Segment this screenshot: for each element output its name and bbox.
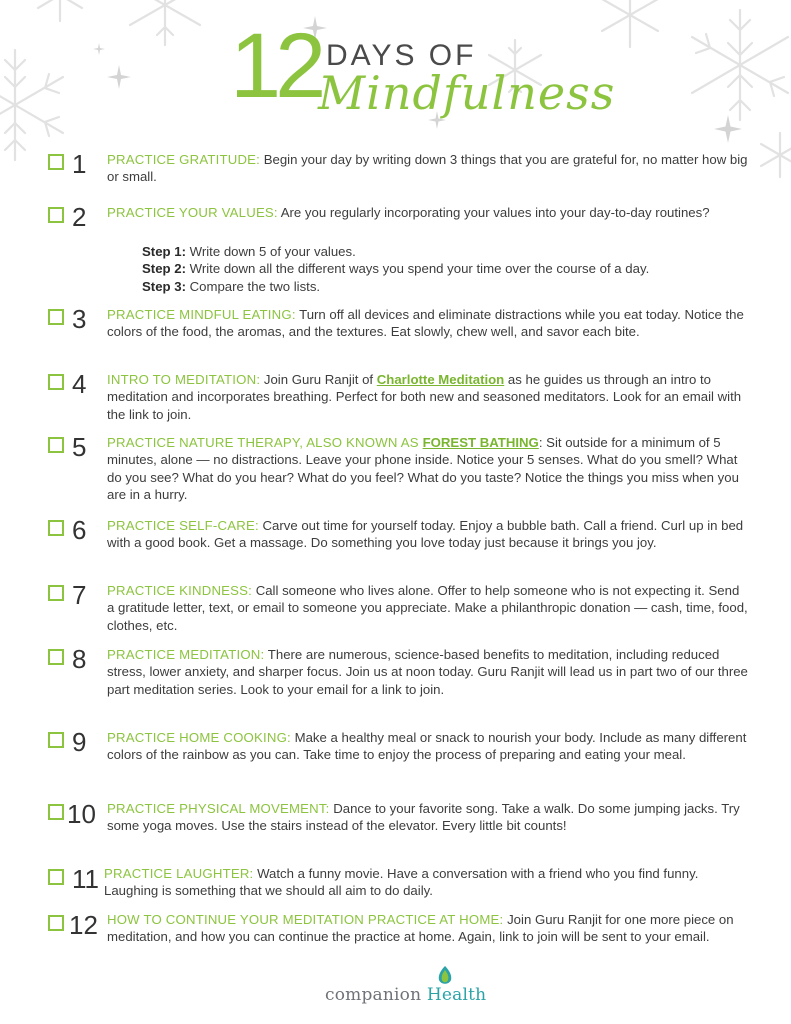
day-heading: PRACTICE LAUGHTER: xyxy=(104,866,254,881)
day-text xyxy=(107,151,748,186)
day-number: 10 xyxy=(67,799,96,829)
day-body: Carve out time for yourself today. Enjoy a bubble bath. Call a friend. Curl up in bed with a good book. Get a massage. Do something you love today just because it brings you joy. xyxy=(107,518,744,551)
day-number: 2 xyxy=(72,202,87,232)
day-text xyxy=(107,582,748,634)
day-heading: PRACTICE PHYSICAL MOVEMENT: xyxy=(107,801,330,816)
logo-word-companion: companion xyxy=(325,985,422,1005)
day-body: Join Guru Ranjit for one more piece on meditation, and how you can continue the practice at home. Again, link to join will be sent to your email. xyxy=(107,912,734,945)
day-body: Make a healthy meal or snack to nourish your body. Include as many different colors of the rainbow as you can. Take time to enjoy the process of preparing and eating your meal. xyxy=(107,730,747,763)
sparkle-icon xyxy=(106,64,132,90)
day-number: 12 xyxy=(69,910,98,940)
day-body: Begin your day by writing down 3 things that you are grateful for, no matter how big or small. xyxy=(107,152,748,185)
day-body: Are you regularly incorporating your values into your day-to-day routines? xyxy=(277,205,710,220)
day-text xyxy=(104,865,745,900)
day-body: Call someone who lives alone. Offer to help someone who is not expecting it. Send a gratitude letter, text, or email to someone you appreciate. Make a philanthropic donation — cash, time, food, clothes, etc. xyxy=(107,583,748,633)
day-body: There are numerous, science-based benefits to meditation, including reduced stress, lower anxiety, and sharper focus. Join us at noon today. Guru Ranjit will lead us in part two of our three part meditation series. Look to your email for a link to join. xyxy=(107,647,748,697)
day-heading: HOW TO CONTINUE YOUR MEDITATION PRACTICE AT HOME: xyxy=(107,912,504,927)
day-heading: INTRO TO MEDITATION: xyxy=(107,372,261,387)
day-number: 8 xyxy=(72,644,87,674)
snowflake-icon xyxy=(755,130,791,180)
day-heading: PRACTICE KINDNESS: xyxy=(107,583,253,598)
day-number: 1 xyxy=(72,149,87,179)
day-checkbox[interactable] xyxy=(48,207,64,223)
leaf-drop-icon xyxy=(432,965,458,987)
values-steps xyxy=(142,243,649,295)
title-number: 12 xyxy=(230,15,321,117)
day-text xyxy=(107,371,748,423)
day-text xyxy=(107,646,748,698)
day-number: 11 xyxy=(72,864,99,894)
day-body: Turn off all devices and eliminate distractions while you eat today. Notice the colors of the food, the aromas, and the textures. Eat slowly, chew well, and savor each bite. xyxy=(107,307,744,340)
day-heading: PRACTICE MEDITATION: xyxy=(107,647,265,662)
day-checkbox[interactable] xyxy=(48,649,64,665)
day-body: Watch a funny movie. Have a conversation with a friend who you find funny. Laughing is something that we should all aim to do daily. xyxy=(104,866,699,899)
title-days-of: DAYS OF xyxy=(326,39,477,72)
day-checkbox[interactable] xyxy=(48,520,64,536)
day-checkbox[interactable] xyxy=(48,585,64,601)
title-script: Mindfulness xyxy=(318,66,616,120)
day-heading: PRACTICE SELF-CARE: xyxy=(107,518,259,533)
day-number: 3 xyxy=(72,304,87,334)
logo-word-health: Health xyxy=(426,985,487,1005)
companion-health-logo xyxy=(325,985,486,1005)
charlotte-meditation-link[interactable]: Charlotte Meditation xyxy=(376,372,505,387)
step-line: Step 2: Write down all the different ways you spend your time over the course of a day. xyxy=(142,261,650,277)
day-number: 4 xyxy=(72,369,87,399)
day-text xyxy=(107,517,748,552)
day-text xyxy=(107,306,748,341)
day-heading: PRACTICE MINDFUL EATING: xyxy=(107,307,296,322)
snowflake-icon xyxy=(590,0,670,50)
snowflake-icon xyxy=(30,0,90,25)
day-checkbox[interactable] xyxy=(48,437,64,453)
sparkle-icon xyxy=(92,42,106,56)
sparkle-icon xyxy=(713,114,743,144)
step-line: Step 1: Write down 5 of your values. xyxy=(142,244,356,259)
day-checkbox[interactable] xyxy=(48,154,64,170)
day-text xyxy=(107,911,748,946)
day-checkbox[interactable] xyxy=(48,309,64,325)
day-checkbox[interactable] xyxy=(48,869,64,885)
forest-bathing-link[interactable]: FOREST BATHING xyxy=(422,435,539,450)
day-heading: PRACTICE NATURE THERAPY, ALSO KNOWN AS xyxy=(107,435,423,450)
day-checkbox[interactable] xyxy=(48,804,64,820)
day-body: Dance to your favorite song. Take a walk. Do some jumping jacks. Try some yoga moves. Use the stairs instead of the elevator. Every little bit counts! xyxy=(107,801,740,834)
day-text xyxy=(107,729,748,764)
day-checkbox[interactable] xyxy=(48,374,64,390)
day-number: 6 xyxy=(72,515,87,545)
day-body-pre: Join Guru Ranjit of xyxy=(260,372,377,387)
day-heading: PRACTICE YOUR VALUES: xyxy=(107,205,278,220)
day-heading: PRACTICE HOME COOKING: xyxy=(107,730,291,745)
day-checkbox[interactable] xyxy=(48,915,64,931)
step-line: Step 3: Compare the two lists. xyxy=(142,278,321,294)
snowflake-icon xyxy=(680,5,791,125)
day-checkbox[interactable] xyxy=(48,732,64,748)
day-number: 7 xyxy=(72,580,87,610)
day-heading: PRACTICE GRATITUDE: xyxy=(107,152,261,167)
day-number: 9 xyxy=(72,727,87,757)
snowflake-icon xyxy=(120,0,210,50)
day-body: : Sit outside for a minimum of 5 minutes, alone — no distractions. Leave your phone inside. Notice your 5 senses. What do you smell? What do you see? What do you hear? What do you feel? What do you taste? Notice the things you miss when you are in a hurry. xyxy=(107,435,739,503)
day-body: as he guides us through an intro to meditation and incorporates breathing. Perfect for both new and seasoned meditators. Look for an email with the link to join. xyxy=(107,372,742,422)
day-text xyxy=(107,204,748,221)
day-text xyxy=(107,800,748,835)
snowflake-icon xyxy=(0,40,70,170)
day-text xyxy=(107,434,748,504)
day-number: 5 xyxy=(72,432,87,462)
